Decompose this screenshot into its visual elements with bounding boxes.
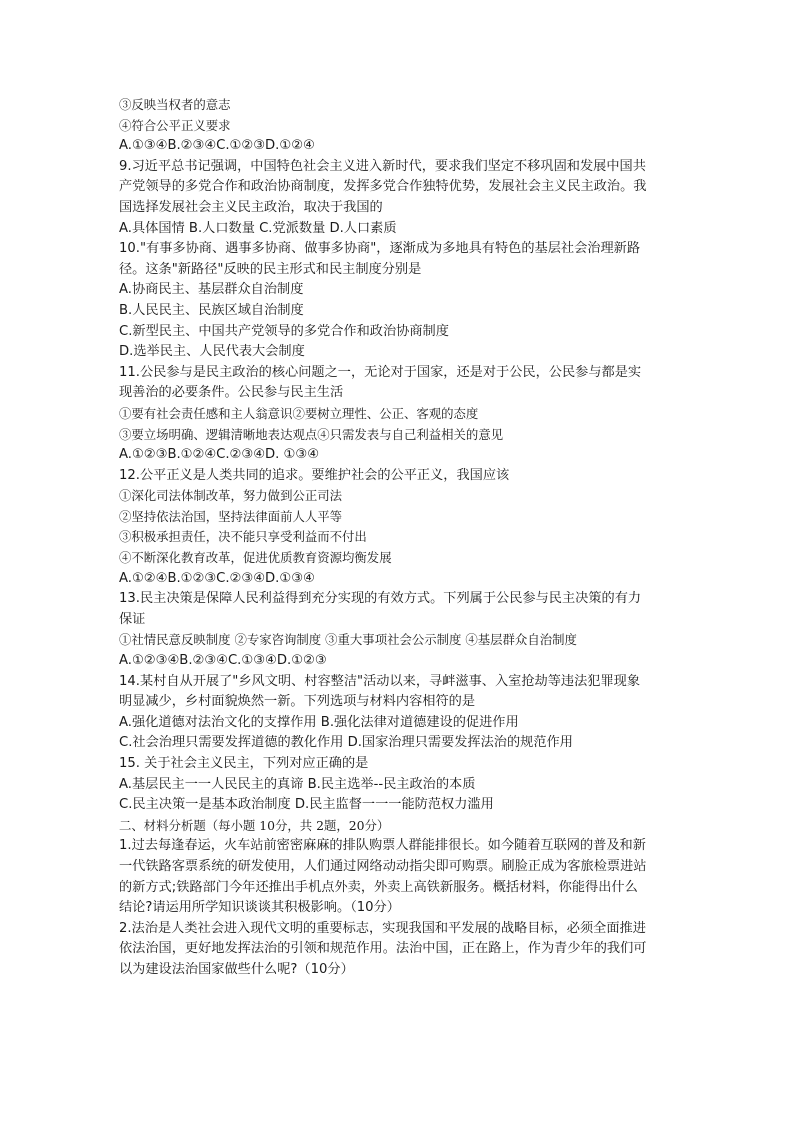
text-line: A.①②④B.①②③C.②③④D.①③④ [119,570,315,586]
text-line: 保证 [119,611,146,627]
text-line: 国选择发展社会主义民主政治，取决于我国的 [119,199,383,215]
text-line: 结论?请运用所学知识谈谈其积极影响。（10分） [119,900,400,916]
text-line: ④符合公平正义要求 [119,117,231,133]
text-line: ①社情民意反映制度 ②专家咨询制度 ③重大事项社会公示制度 ④基层群众自治制度 [119,632,577,648]
text-line: B.人民民主、民族区域自治制度 [119,302,304,318]
text-line: C.民主决策一是基本政治制度 D.民主监督一一一能防范权力滥用 [119,797,494,813]
text-line: ④不断深化教育改革，促进优质教育资源均衡发展 [119,550,392,566]
text-line: 1.过去每逢春运，火车站前密密麻麻的排队购票人群能排很长。如今随着互联网的普及和新 [119,838,646,854]
text-line: A.协商民主、基层群众自治制度 [119,282,304,298]
text-line: 15. 关于社会主义民主，下列对应正确的是 [119,756,369,771]
text-line: A.强化道德对法治文化的支撑作用 B.强化法律对道德建设的促进作用 [119,714,519,730]
text-line: 11.公民参与是民主政治的核心问题之一，无论对于国家，还是对于公民，公民参与都是实 [119,364,642,380]
text-line: A.①②③B.①②④C.②③④D. ①③④ [119,447,320,463]
text-line: 现善治的必要条件。公民参与民主生活 [119,385,344,401]
text-line: 10."有事多协商、遇事多协商、做事多协商"，逐渐成为多地具有特色的基层社会治理新路 [119,241,641,257]
text-line: 二、材料分析题（每小题 10分，共 2题，20分） [119,817,390,833]
text-line: 2.法治是人类社会进入现代文明的重要标志，实现我国和平发展的战略目标，必须全面推进 [119,920,646,936]
text-line: C.新型民主、中国共产党领导的多党合作和政治协商制度 [119,323,449,339]
text-line: 9.习近平总书记强调，中国特色社会主义进入新时代，要求我们坚定不移巩固和发展中国共 [119,158,646,174]
text-line: 产党领导的多党合作和政治协商制度，发挥多党合作独特优势，发展社会主义民主政治。我 [119,179,647,195]
text-line: ①要有社会责任感和主人翁意识②要树立理性、公正、客观的态度 [119,405,479,421]
text-line: ①深化司法体制改革，努力做到公正司法 [119,488,343,504]
text-line: 14.某村自从开展了"乡风文明、村容整洁"活动以来，寻衅滋事、入室抢劫等违法犯罪现象 [119,673,641,689]
text-line: ③积极承担责任，决不能只享受利益而不付出 [119,529,367,545]
text-line: ②坚持依法治国，坚持法律面前人人平等 [119,508,343,524]
text-line: ③要立场明确、逻辑清晰地表达观点④只需发表与自己利益相关的意见 [119,426,504,442]
text-line: A.基层民主一一人民民主的真谛 B.民主选举--民主政治的本质 [119,776,476,792]
document-page [119,95,694,981]
text-line: D.选举民主、人民代表大会制度 [119,344,305,360]
text-line: 13.民主决策是保障人民利益得到充分实现的有效方式。下列属于公民参与民主决策的有力 [119,591,642,607]
text-line: 以为建设法治国家做些什么呢?（10分） [119,961,354,977]
text-line: 依法治国，更好地发挥法治的引领和规范作用。法治中国，正在路上，作为青少年的我们可 [119,941,647,957]
text-line: 的新方式;铁路部门今年还推出手机点外卖，外卖上高铁新服务。概括材料，你能得出什么 [119,879,638,895]
text-line: 明显减少，乡村面貌焕然一新。下列选项与材料内容相符的是 [119,694,476,710]
text-line: 12.公平正义是人类共同的追求。要维护社会的公平正义，我国应该 [119,467,510,483]
text-line: 径。这条"新路径"反映的民主形式和民主制度分别是 [119,261,422,277]
text-line: A.①③④B.②③④C.①②③D.①②④ [119,138,315,154]
text-line: C.社会治理只需要发挥道德的教化作用 D.国家治理只需要发挥法治的规范作用 [119,735,573,751]
text-line: A.①②③④B.②③④C.①③④D.①②③ [119,653,327,669]
text-line: ③反映当权者的意志 [119,97,231,112]
text-line: 一代铁路客票系统的研发使用，人们通过网络动动指尖即可购票。刷脸正成为客旅检票进站 [119,858,647,874]
text-line: A.具体国情 B.人口数量 C.党派数量 D.人口素质 [119,220,397,236]
